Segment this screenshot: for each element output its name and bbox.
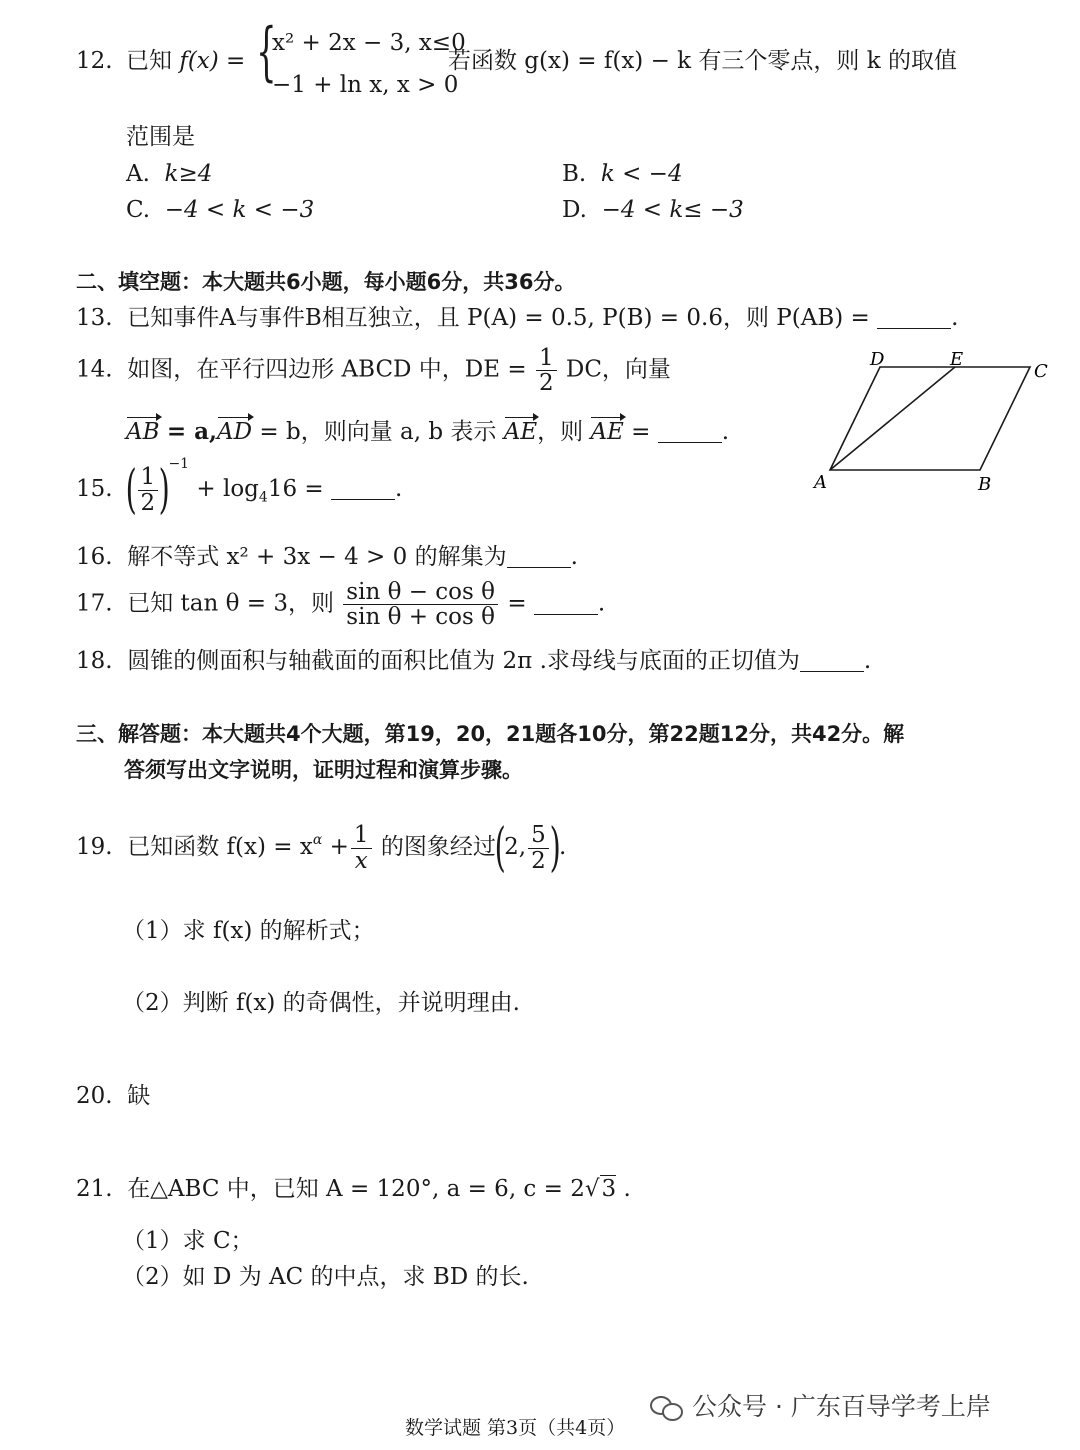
label-d: D bbox=[870, 349, 885, 370]
q14-vec-ab: AB bbox=[126, 419, 160, 445]
q12-option-b-text: k < −4 bbox=[600, 161, 683, 187]
q14-blank[interactable] bbox=[658, 441, 722, 443]
q15-number: 15. bbox=[76, 476, 113, 502]
section3-title-line1: 三、解答题：本大题共4个大题，第19，20，21题各10分，第22题12分，共42分。解 bbox=[76, 722, 905, 746]
q13-blank[interactable] bbox=[877, 327, 951, 329]
label-c: C bbox=[1034, 361, 1048, 382]
q16-blank[interactable] bbox=[507, 566, 571, 568]
q14-end: . bbox=[721, 419, 730, 445]
q19-part2: （2）判断 f(x) 的奇偶性，并说明理由. bbox=[122, 990, 520, 1016]
q14-frac-den: 2 bbox=[538, 370, 554, 397]
q13-text: 已知事件A与事件B相互独立，且 P(A) = 0.5, P(B) = 0.6，则 P(AB) = bbox=[127, 305, 870, 331]
q15-frac-num: 1 bbox=[138, 465, 159, 490]
q16 bbox=[76, 544, 578, 572]
q19-end: . bbox=[559, 834, 567, 860]
q13-number: 13. bbox=[76, 305, 113, 331]
q14-frac-num: 1 bbox=[536, 346, 557, 371]
q21-sqrt-value: 3 bbox=[601, 1176, 617, 1202]
q21 bbox=[76, 1176, 631, 1204]
q20-text: 缺 bbox=[127, 1083, 151, 1109]
q12-option-b bbox=[562, 161, 683, 189]
q17-end: . bbox=[597, 590, 606, 617]
section2-title: 二、填空题：本大题共6小题，每小题6分，共36分。 bbox=[76, 270, 576, 294]
q12-number: 12. bbox=[76, 48, 113, 74]
q14-eq-b: = b，则向量 a, b 表示 bbox=[259, 419, 497, 445]
q15 bbox=[76, 456, 403, 520]
q12-lead bbox=[126, 48, 245, 76]
q14-fraction bbox=[536, 346, 557, 395]
q12-option-d bbox=[562, 197, 744, 225]
q19-point-num: 5 bbox=[528, 823, 549, 848]
q14-eq: = bbox=[631, 419, 651, 445]
wechat-icon bbox=[650, 1396, 684, 1420]
section3-title-line2: 答须写出文字说明，证明过程和演算步骤。 bbox=[124, 758, 523, 782]
q12-option-a-label: A. bbox=[126, 161, 150, 187]
q12-piece1: x² + 2x − 3, x≤0 bbox=[272, 30, 466, 56]
q16-end: . bbox=[570, 544, 578, 570]
q19-point-den: 2 bbox=[531, 847, 546, 874]
q12-option-d-label: D. bbox=[562, 197, 587, 223]
q12-option-c-label: C. bbox=[126, 197, 151, 223]
q19-point-fraction bbox=[528, 823, 549, 872]
q18-blank[interactable] bbox=[800, 670, 864, 672]
q14-text1b: DC，向量 bbox=[565, 356, 671, 383]
label-b: B bbox=[978, 474, 992, 495]
q19 bbox=[76, 818, 567, 878]
q18-end: . bbox=[863, 648, 872, 674]
q20-number: 20. bbox=[76, 1083, 113, 1109]
q18 bbox=[76, 648, 871, 676]
q14-text1: 如图，在平行四边形 ABCD 中，DE = bbox=[127, 356, 527, 383]
q12-piece2: −1 + ln x, x > 0 bbox=[272, 72, 459, 98]
label-e: E bbox=[950, 349, 964, 370]
q17-eq: = bbox=[507, 590, 527, 617]
q15-text: + log bbox=[196, 476, 259, 502]
q15-exponent: −1 bbox=[168, 456, 190, 472]
q17-fraction bbox=[343, 580, 498, 629]
page-footer: 数学试题 第3页（共4页） bbox=[405, 1417, 626, 1439]
q12-tail: 若函数 g(x) = f(x) − k 有三个零点，则 k 的取值 bbox=[448, 48, 957, 74]
q14-line2 bbox=[126, 418, 729, 447]
q19-text: 已知函数 f(x) = x bbox=[127, 834, 313, 860]
q19-frac-num: 1 bbox=[351, 823, 372, 848]
watermark-text: 公众号 · 广东百导学考上岸 bbox=[692, 1392, 991, 1421]
q16-number: 16. bbox=[76, 544, 113, 570]
q15-text2: 16 = bbox=[267, 476, 324, 502]
q15-log-base: 4 bbox=[258, 489, 268, 506]
parallelogram-figure bbox=[800, 345, 1070, 495]
q20 bbox=[76, 1083, 150, 1111]
q15-frac-den: 2 bbox=[140, 489, 156, 516]
q19-frac-den: x bbox=[354, 847, 368, 874]
q15-blank[interactable] bbox=[331, 498, 395, 500]
q14-vec-ae: AE bbox=[503, 419, 538, 445]
q19-alpha: α bbox=[312, 832, 323, 848]
q17-frac-den: sin θ + cos θ bbox=[346, 604, 495, 631]
q12-option-d-text: −4 < k≤ −3 bbox=[601, 197, 744, 223]
q12-option-a bbox=[126, 161, 212, 189]
q19-part1: （1）求 f(x) 的解析式； bbox=[122, 918, 375, 944]
q17-text: 已知 tan θ = 3，则 bbox=[127, 590, 334, 617]
q18-text: 圆锥的侧面积与轴截面的面积比值为 2π .求母线与底面的正切值为 bbox=[127, 648, 800, 674]
q14-then: ，则 bbox=[537, 419, 584, 445]
q19-number: 19. bbox=[76, 834, 113, 860]
q21-sqrt-sign: √ bbox=[584, 1176, 600, 1202]
q12-brace: { bbox=[256, 15, 277, 89]
q17 bbox=[76, 580, 605, 629]
q17-blank[interactable] bbox=[534, 613, 598, 615]
q21-text: 在△ABC 中，已知 A = 120°, a = 6, c = 2 bbox=[127, 1176, 585, 1202]
segment-ae bbox=[830, 367, 955, 470]
q15-rparen: ) bbox=[158, 460, 170, 520]
parallelogram-shape bbox=[830, 367, 1030, 470]
q19-text2: 的图象经过 bbox=[380, 834, 496, 860]
q12-lead-text: 已知 bbox=[126, 48, 172, 74]
q19-point-x: 2, bbox=[504, 834, 527, 860]
q15-lparen: ( bbox=[125, 460, 137, 520]
q12-option-c bbox=[126, 197, 314, 225]
q14-eq-a: = a, bbox=[166, 418, 218, 445]
q14-line1 bbox=[76, 346, 671, 395]
label-a: A bbox=[814, 472, 827, 493]
q14-vec-ad: AD bbox=[217, 419, 253, 445]
q12-option-c-text: −4 < k < −3 bbox=[164, 197, 315, 223]
q12-option-b-label: B. bbox=[562, 161, 587, 187]
q13-end: . bbox=[951, 305, 959, 331]
watermark bbox=[650, 1392, 991, 1422]
q21-end: . bbox=[623, 1176, 631, 1202]
q19-lparen: ( bbox=[494, 818, 506, 878]
q14-number: 14. bbox=[76, 356, 113, 383]
q13 bbox=[76, 305, 958, 333]
q17-frac-num: sin θ − cos θ bbox=[343, 580, 498, 605]
q14-vec-ae2: AE bbox=[590, 419, 624, 445]
q21-part1: （1）求 C； bbox=[122, 1228, 254, 1254]
q16-text: 解不等式 x² + 3x − 4 > 0 的解集为 bbox=[127, 544, 507, 570]
q17-number: 17. bbox=[76, 590, 113, 617]
q19-fraction bbox=[351, 823, 372, 872]
q21-number: 21. bbox=[76, 1176, 113, 1202]
q21-part2: （2）如 D 为 AC 的中点，求 BD 的长. bbox=[122, 1264, 529, 1290]
q19-plus: + bbox=[329, 834, 349, 860]
q18-number: 18. bbox=[76, 648, 113, 674]
q12-option-a-text: k≥4 bbox=[164, 161, 213, 187]
q15-end: . bbox=[395, 476, 403, 502]
q12-fx: f(x) = bbox=[179, 48, 246, 74]
q12-cont: 范围是 bbox=[126, 124, 195, 150]
q19-rparen: ) bbox=[549, 818, 561, 878]
q15-fraction bbox=[138, 465, 159, 514]
